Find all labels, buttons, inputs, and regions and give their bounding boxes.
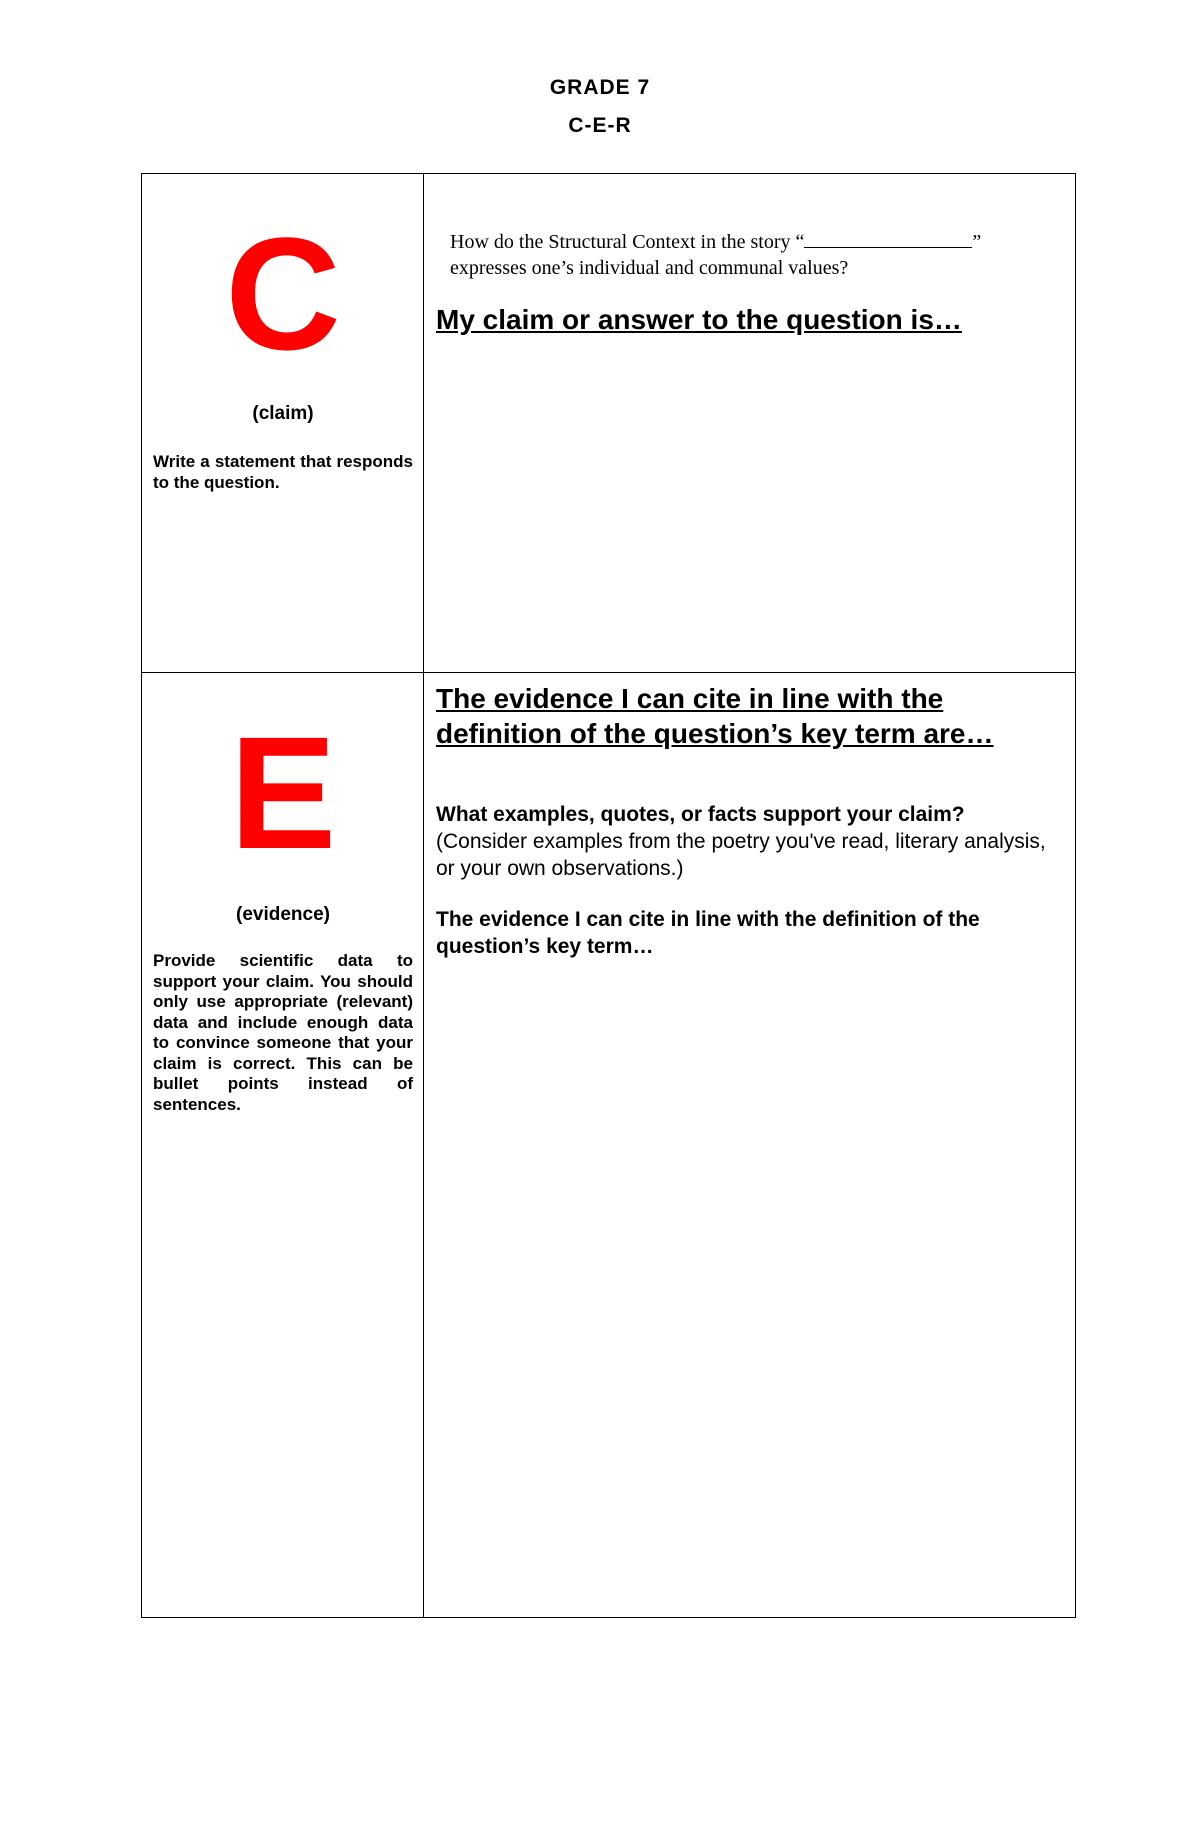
claim-label-cell xyxy=(142,174,424,673)
evidence-instructions: Provide scientific data to support your claim. You should only use appropriate (relevant) data and include enough data to convince someone that your claim is correct. This can be bullet points instead of sentences. xyxy=(153,951,413,1114)
question-suffix: ” expresses one’s individual and communal values? xyxy=(450,231,982,279)
evidence-row xyxy=(142,673,1076,1618)
guiding-question xyxy=(450,229,1047,281)
evidence-letter: E xyxy=(229,703,337,882)
story-title-blank[interactable] xyxy=(804,229,972,248)
page-title: GRADE 7 xyxy=(549,76,651,99)
claim-response-cell[interactable] xyxy=(424,174,1076,673)
evidence-prompt-question: What examples, quotes, or facts support your claim? xyxy=(436,803,965,826)
evidence-label-cell xyxy=(142,673,424,1618)
claim-instructions: Write a statement that responds to the question. xyxy=(153,452,413,492)
evidence-response-cell[interactable] xyxy=(424,673,1076,1618)
evidence-prompt-hint: (Consider examples from the poetry you've read, literary analysis, or your own observations.) xyxy=(436,830,1046,880)
claim-label: (claim) xyxy=(252,403,314,424)
evidence-heading: The evidence I can cite in line with the definition of the question’s key term are… xyxy=(436,683,994,749)
claim-letter: C xyxy=(225,204,341,383)
evidence-prompt-key-term: The evidence I can cite in line with the definition of the question’s key term… xyxy=(436,908,980,958)
claim-heading: My claim or answer to the question is… xyxy=(436,304,962,335)
question-prefix: How do the Structural Context in the story “ xyxy=(450,231,805,253)
cer-table xyxy=(141,173,1076,1618)
evidence-label: (evidence) xyxy=(236,904,330,925)
claim-row xyxy=(142,174,1076,673)
document-header xyxy=(0,74,1200,140)
page-subtitle: C-E-R xyxy=(568,114,632,137)
